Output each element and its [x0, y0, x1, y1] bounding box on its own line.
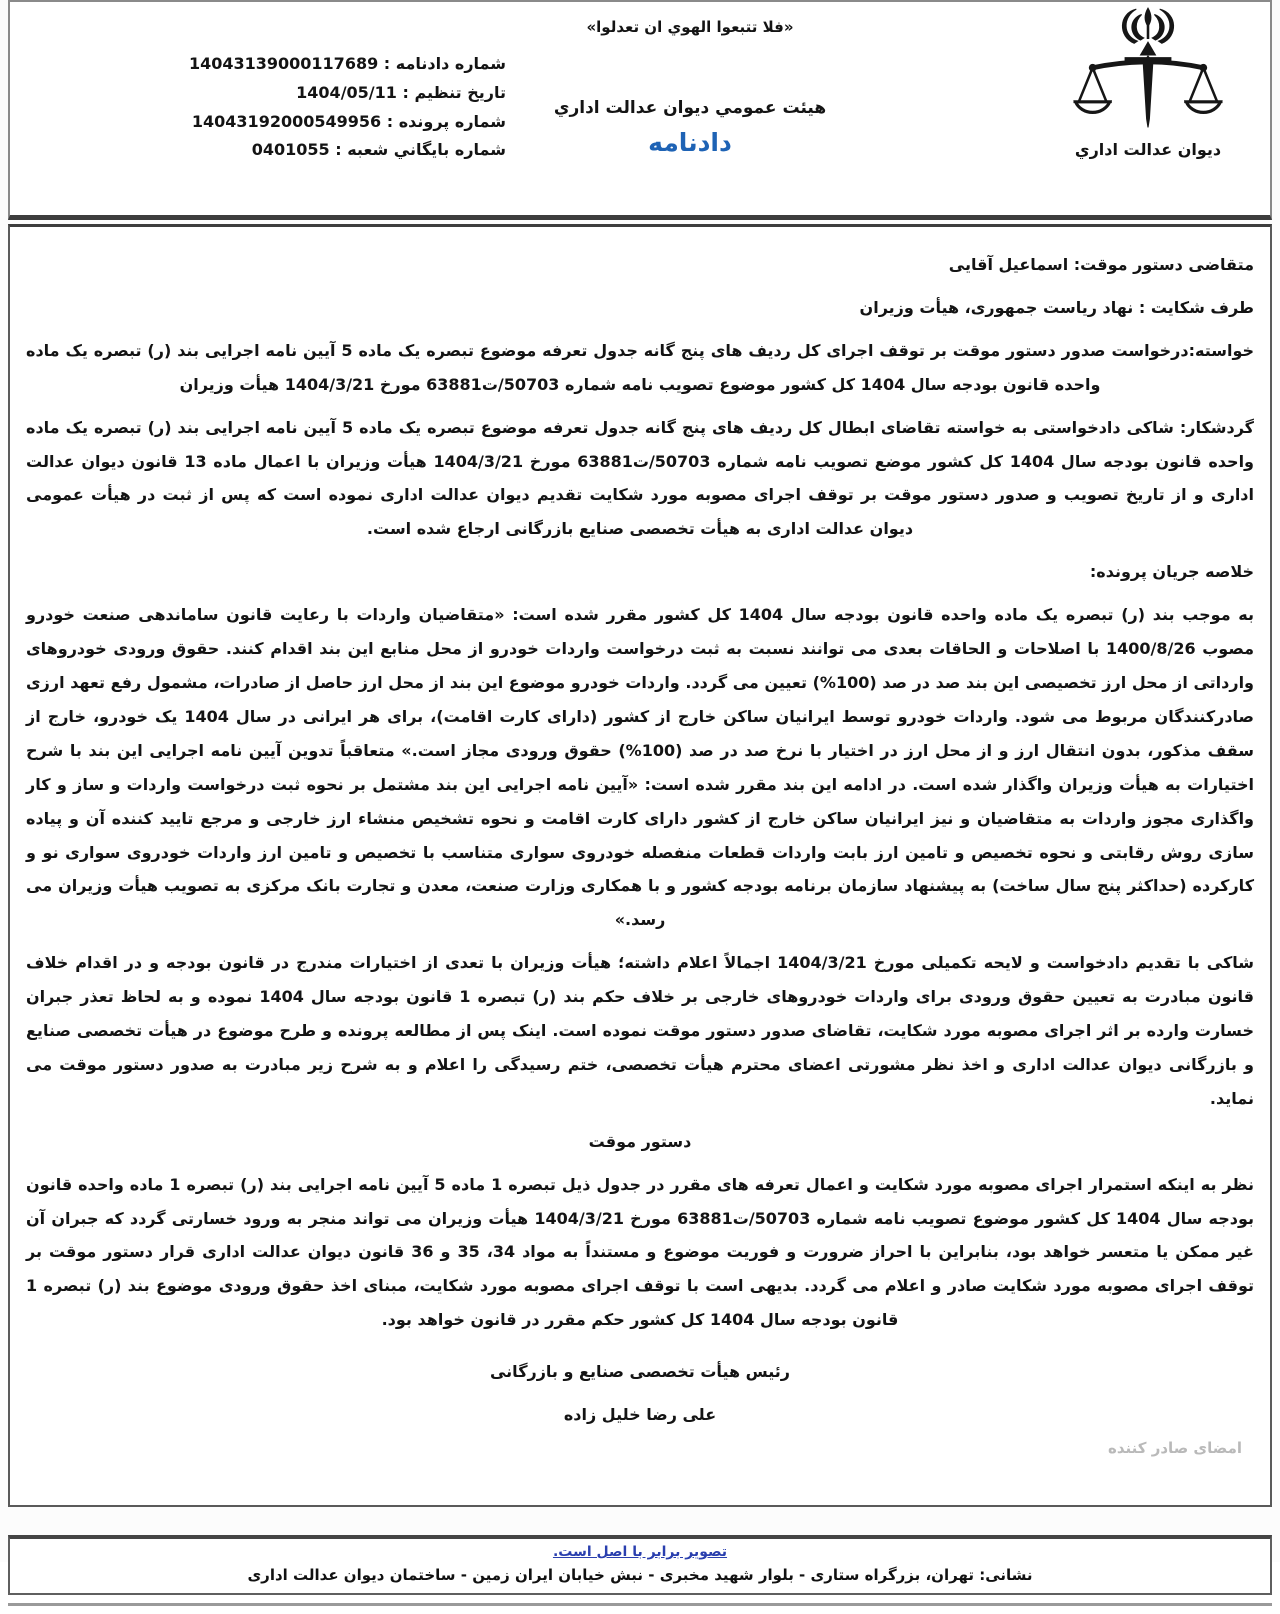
judgment-body	[8, 224, 1272, 1507]
case-summary-paragraph-2: شاکی با تقدیم دادخواست و لایحه تکمیلی مورخ 1404/3/21 اجمالاً اعلام داشته؛ هیأت وزیران با تعدی از اختیارات مندرج در قانون بودجه و در اقدام خلاف قانون مبادرت به تعیین حقوق ورودی برای واردات خودروهای خارجی بر خلاف حکم بند (ر) تبصره 1 قانون بودجه سال 1404 نموده و به لحاظ تعذر جبران خسارت وارده بر اثر اجرای مصوبه مورد شکایت، تقاضای صدور دستور موقت نموده است. اینک پس از مطالعه پرونده و طرح موضوع در هیأت تخصصی صنایع و بازرگانی دیوان عدالت اداری و اخذ نظر مشورتی اعضای محترم هیأت تخصصی، ختم رسیدگی را اعلام و به شرح زیر مبادرت به صدور دستور موقت می نماید.	[26, 953, 1255, 1108]
court-logo-caption: ديوان عدالت اداري	[1074, 140, 1222, 159]
applicant-line: متقاضی دستور موقت: اسماعیل آقایی	[948, 255, 1254, 274]
certified-copy-note: تصویر برابر با اصل است.	[552, 1544, 728, 1560]
field-separator: :	[381, 111, 399, 131]
case-summary-paragraph-1: به موجب بند (ر) تبصره یک ماده واحده قانون بودجه سال 1404 کل کشور مقرر شده است: «متقاضیان واردات با رعایت قانون ساماندهی صنعت خودرو مصوب 1400/8/26 با اصلاحات و الحاقات بعدی می توانند نسبت به ثبت درخواست واردات خودرو از محل منابع این بند اقدام کنند. حقوق ورودی خودروهای وارداتی از محل ارز تخصیصی این بند صد در صد (100%) تعیین می گردد. واردات خودرو موضوع این بند از محل ارز حاصل از صادرات، مشمول رفع تعهد ارزی صادرکنندگان مربوط می شود. واردات خودرو توسط ایرانیان ساکن خارج از کشور (دارای کارت اقامت)، برای هر ایرانی در سال 1404 یک خودرو، خارج از سقف مذکور، بدون انتقال ارز و از محل ارز در اختیار با نرخ صد در صد (100%) حقوق ورودی مجاز است.» متعاقباً تدوین آیین نامه اجرایی این بند با شرح اختیارات به هیأت وزیران واگذار شده است. در ادامه این بند مقرر شده است: «آیین نامه اجرایی این بند مشتمل بر نحوه ثبت درخواست واردات و ساز و کار واگذاری مجوز واردات به متقاضیان و نیز ایرانیان ساکن خارج از کشور دارای کارت اقامت و نحوه تشخیص منشاء ارز خارجی و مرجع تایید کننده آن و پیاده سازی روش رقابتی و نحوه تخصیص و تامین ارز بابت واردات قطعات منفصله خودروی سواری متناسب با تخصیص و تامین ارز واردات خودروی سواری نو و کارکرده (حداکثر پنج سال ساخت) به پیشنهاد سازمان برنامه بودجه کشور و با همکاری وزارت صنعت، معدن و تجارت بانک مرکزی به تصویب هیأت وزیران می رسد.»	[26, 605, 1255, 930]
scales-of-justice-icon	[1073, 6, 1223, 138]
case-summary-heading: خلاصه جریان پرونده:	[1089, 562, 1254, 582]
header-reference-fields	[106, 50, 506, 165]
field-label: شماره بايگاني شعبه	[347, 140, 506, 160]
field-judgment-number	[106, 50, 506, 79]
field-value: 14043192000549956	[191, 111, 382, 131]
document-type-title: دادنامه	[648, 128, 732, 157]
interim-order-heading: دستور موقت	[588, 1131, 692, 1151]
quran-quote: «فلا تتبعوا الهوي ان تعدلوا»	[586, 18, 794, 36]
bottom-divider-line	[8, 1603, 1272, 1614]
field-issue-date	[106, 79, 506, 108]
field-separator: :	[396, 82, 415, 102]
field-branch-archive-number	[106, 136, 506, 165]
respondent-line: طرف شکایت : نهاد ریاست جمهوری، هیأت وزیران	[859, 297, 1254, 317]
field-label: شماره دادنامه	[395, 54, 506, 73]
issuer-signature-watermark: امضای صادر کننده	[1108, 1439, 1242, 1458]
court-logo-block	[1048, 6, 1248, 159]
field-case-number	[106, 108, 506, 137]
document-header	[8, 0, 1272, 220]
field-label: شماره پرونده	[398, 111, 506, 131]
court-address-line: نشانی: تهران، بزرگراه ستاری - بلوار شهید مخبری - نبش خیابان ایران زمین - ساختمان دیوان عدالت اداری	[247, 1566, 1033, 1584]
field-separator: :	[329, 140, 348, 160]
signatory-name: علی رضا خلیل زاده	[563, 1405, 717, 1425]
request-paragraph: خواسته:درخواست صدور دستور موقت بر توقف اجرای کل ردیف های پنج گانه جدول تعرفه موضوع تبصره یک ماده 5 آیین نامه اجرایی بند (ر) تبصره یک ماده واحده قانون بودجه سال 1404 کل کشور موضوع تصویب نامه شماره 50703/ت63881 مورخ 1404/3/21 هیأت وزیران	[26, 340, 1255, 394]
signatory-title: رئیس هیأت تخصصی صنایع و بازرگانی	[489, 1362, 790, 1382]
field-value: 14043139000117689	[188, 54, 379, 73]
procedure-paragraph: گردشکار: شاکی دادخواستی به خواسته تقاضای ابطال کل ردیف های پنج گانه جدول تعرفه موضوع تبصره یک ماده 5 آیین نامه اجرایی بند (ر) تبصره یک ماده واحده قانون بودجه سال 1404 کل کشور موضع تصویب نامه شماره 50703/ت63881 مورخ 1404/3/21 هیأت وزیران با اعمال ماده 13 قانون دیوان عدالت اداری و از تاریخ تصویب و صدور دستور موقت بر توقف اجرای مصوبه مورد شکایت تقدیم دیوان عدالت اداری نموده است که پس از ثبت در هیأت عمومی دیوان عدالت اداری به هیأت تخصصی صنایع بازرگانی ارجاع شده است.	[26, 417, 1255, 539]
field-value: 0401055	[251, 140, 330, 160]
signature-block	[26, 1355, 1254, 1432]
field-label: تاريخ تنظيم	[414, 82, 506, 102]
field-value: 1404/05/11	[296, 82, 397, 102]
field-separator: :	[378, 54, 396, 73]
document-footer	[8, 1535, 1272, 1595]
issuing-body-name: هيئت عمومي ديوان عدالت اداري	[553, 98, 827, 118]
interim-order-paragraph: نظر به اینکه استمرار اجرای مصوبه مورد شکایت و اعمال تعرفه های مقرر در جدول ذیل تبصره 1 ماده 5 آیین نامه اجرایی بند (ر) تبصره 1 ماده واحده قانون بودجه سال 1404 کل کشور موضوع تصویب نامه شماره 50703/ت63881 مورخ 1404/3/21 هیأت وزیران می تواند منجر به ورود خسارتی گردد که جبران آن غیر ممکن یا متعسر خواهد بود، بنابراین با احراز ضرورت و فوریت موضوع و مستنداً به مواد 34، 35 و 36 قانون دیوان عدالت اداری قرار دستور موقت بر توقف اجرای مصوبه مورد شکایت صادر و اعلام می گردد. بدیهی است با توقف اجرای مصوبه مورد شکایت، مبنای اخذ حقوق ورودی موضوع بند (ر) تبصره 1 قانون بودجه سال 1404 کل کشور حکم مقرر در قانون خواهد بود.	[26, 1174, 1255, 1330]
